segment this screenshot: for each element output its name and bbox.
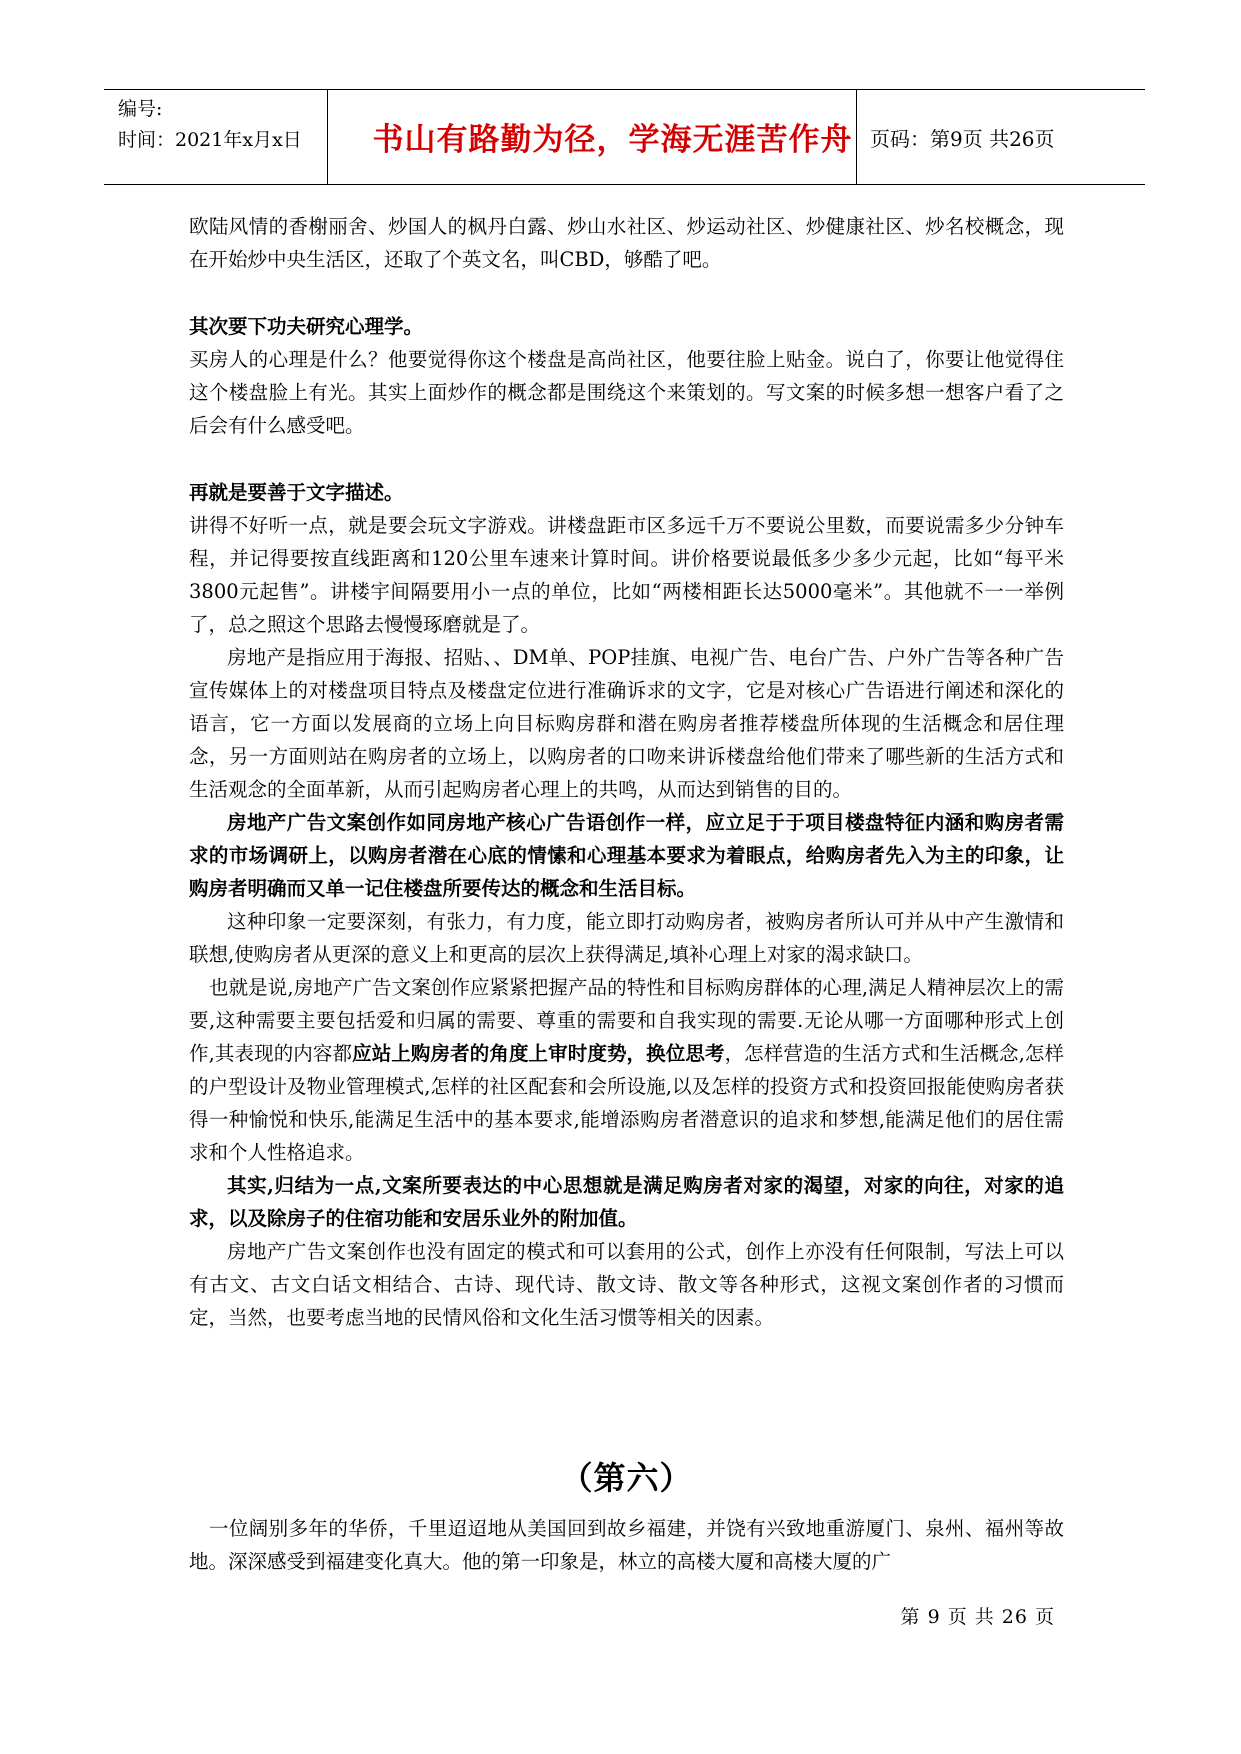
header-meta	[118, 94, 302, 156]
body-paragraph-mixed	[189, 971, 1064, 1169]
header-divider-right	[856, 90, 857, 184]
body-paragraph: 房地产广告文案创作也没有固定的模式和可以套用的公式，创作上亦没有任何限制，写法上可以有古文、古文白话文相结合、古诗、现代诗、散文诗、散文等各种形式，这视文案创作者的习惯而定，当然，也要考虑当地的民情风俗和文化生活习惯等相关的因素。	[189, 1240, 1064, 1329]
body-paragraph: 买房人的心理是什么？他要觉得你这个楼盘是高尚社区，他要往脸上贴金。说白了，你要让他觉得住这个楼盘脸上有光。其实上面炒作的概念都是围绕这个来策划的。写文案的时候多想一想客户看了之后会有什么感受吧。	[189, 348, 1064, 437]
text-run-bold: 应站上购房者的角度上审时度势，换位思考	[352, 1042, 725, 1065]
document-number-label: 编号:	[118, 98, 163, 120]
text-run: ，怎样营造的生活方式和生活概念,怎样的户型设计及物业管理模式,怎样的社区配套和会所设施,以及怎样的投资方式和投资回报能使购房者获得一种愉悦和快乐,能满足生活中的基本要求,能增添购房者潜意识的追求和梦想,能满足他们的居住需求和个人性格追求。	[189, 1042, 1064, 1164]
body-paragraph: 一位阔别多年的华侨，千里迢迢地从美国回到故乡福建，并饶有兴致地重游厦门、泉州、福州等故地。深深感受到福建变化真大。他的第一印象是，林立的高楼大厦和高楼大厦的广	[189, 1517, 1064, 1573]
body-paragraph: 房地产是指应用于海报、招贴、、DM单、POP挂旗、电视广告、电台广告、户外广告等各种广告宣传媒体上的对楼盘项目特点及楼盘定位进行准确诉求的文字，它是对核心广告语进行阐述和深化的语言，它一方面以发展商的立场上向目标购房群和潜在购房者推荐楼盘所体现的生活概念和居住理念，另一方面则站在购房者的立场上，以购房者的口吻来讲诉楼盘给他们带来了哪些新的生活方式和生活观念的全面革新，从而引起购房者心理上的共鸣，从而达到销售的目的。	[189, 646, 1064, 801]
text-run: 也就是说,房地产广告文案创作应紧紧把握产品的特性和目标购房群体的心理,满足人精神层次上的需要,这种需要主要包括爱和归属的需要、尊重的需要和自我实现的需要.无论从哪一方面哪种形式上创作,其表现的内容都	[189, 976, 1064, 1065]
header-page-label: 页码：第9页 共26页	[870, 127, 1055, 151]
page-header	[104, 89, 1145, 185]
header-motto: 书山有路勤为径，学海无涯苦作舟	[372, 122, 853, 158]
body-paragraph-bold: 房地产广告文案创作如同房地产核心广告语创作一样，应立足于于项目楼盘特征内涵和购房者需求的市场调研上，以购房者潜在心底的情愫和心理基本要求为着眼点，给购房者先入为主的印象，让购房者明确而又单一记住楼盘所要传达的概念和生活目标。	[189, 811, 1064, 900]
chapter-title: （第六）	[560, 1459, 693, 1497]
section-heading-psychology: 其次要下功夫研究心理学。	[189, 315, 424, 338]
document-body	[189, 210, 1064, 1334]
document-time-label: 时间：2021年x月x日	[118, 129, 302, 151]
body-paragraph: 讲得不好听一点，就是要会玩文字游戏。讲楼盘距市区多远千万不要说公里数，而要说需多少分钟车程，并记得要按直线距离和120公里车速来计算时间。讲价格要说最低多少多少元起，比如“每平米3800元起售”。讲楼宇间隔要用小一点的单位，比如“两楼相距长达5000毫米”。其他就不一一举例了，总之照这个思路去慢慢琢磨就是了。	[189, 514, 1064, 636]
body-paragraph: 欧陆风情的香榭丽舍、炒国人的枫丹白露、炒山水社区、炒运动社区、炒健康社区、炒名校概念，现在开始炒中央生活区，还取了个英文名，叫CBD，够酷了吧。	[189, 215, 1064, 271]
page-footer: 第 9 页 共 26 页	[900, 1606, 1055, 1628]
body-paragraph-bold: 其实,归结为一点,文案所要表达的中心思想就是满足购房者对家的渴望，对家的向往，对家的追求，以及除房子的住宿功能和安居乐业外的附加值。	[189, 1174, 1064, 1230]
header-divider-left	[327, 90, 328, 184]
section-heading-description: 再就是要善于文字描述。	[189, 481, 404, 504]
chapter-body	[189, 1512, 1064, 1578]
body-paragraph: 这种印象一定要深刻，有张力，有力度，能立即打动购房者，被购房者所认可并从中产生激情和联想,使购房者从更深的意义上和更高的层次上获得满足,填补心理上对家的渴求缺口。	[189, 910, 1064, 966]
